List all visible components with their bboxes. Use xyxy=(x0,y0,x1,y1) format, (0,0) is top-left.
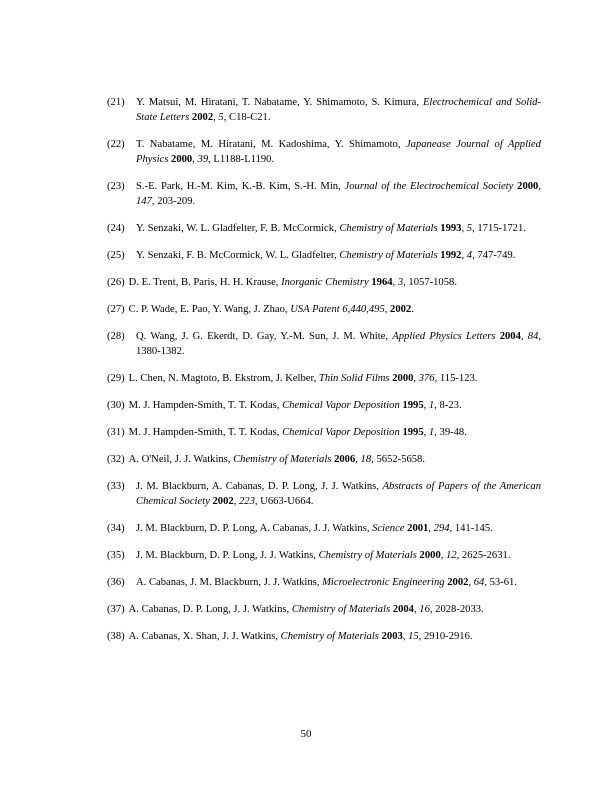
reference-volume: 15 xyxy=(408,631,419,642)
reference-number: (37) xyxy=(107,604,125,615)
reference-pages: 39-48. xyxy=(439,427,467,438)
reference-item: (31) M. J. Hampden-Smith, T. T. Kodas, Chemical Vapor Deposition 1995, 1, 39-48. xyxy=(107,427,467,438)
reference-authors: Y. Senzaki, F. B. McCormick, W. L. Gladfelter, xyxy=(136,250,337,261)
reference-item: (24) Y. Senzaki, W. L. Gladfelter, F. B. McCormick, Chemistry of Materials 1993, 5, 1715-1721. xyxy=(107,223,526,234)
reference-item: (30) M. J. Hampden-Smith, T. T. Kodas, Chemical Vapor Deposition 1995, 1, 8-23. xyxy=(107,400,462,411)
reference-number: (34) xyxy=(107,523,125,534)
reference-item: (23) S.-E. Park, H.-M. Kim, K.-B. Kim, S.-H. Min, Journal of the Electrochemical Society 2000, 147, 203-209. xyxy=(107,181,541,207)
reference-pages: 8-23. xyxy=(439,400,462,411)
reference-list xyxy=(107,95,541,656)
reference-volume: 18 xyxy=(360,454,372,465)
reference-year: 2006 xyxy=(334,454,356,465)
reference-pages: 2910-2916. xyxy=(423,631,473,642)
reference-item: (32) A. O'Neil, J. J. Watkins, Chemistry of Materials 2006, 18, 5652-5658. xyxy=(107,454,425,465)
reference-volume: 376 xyxy=(418,373,435,384)
reference-journal: Journal of the Electrochemical Society xyxy=(344,181,514,192)
reference-year: 2002 xyxy=(390,304,412,315)
reference-year: 1993 xyxy=(440,223,462,234)
reference-pages: 1057-1058. xyxy=(408,277,457,288)
reference-journal: Chemistry of Materials xyxy=(233,454,332,465)
reference-authors: A. Cabanas, D. P. Long, J. J. Watkins, xyxy=(128,604,290,615)
reference-number: (35) xyxy=(107,550,125,561)
reference-authors: Q. Wang, J. G. Ekerdt, D. Gay, Y.-M. Sun, J. M. White, xyxy=(136,331,389,342)
reference-number: (33) xyxy=(107,481,125,492)
reference-year: 2000 xyxy=(419,550,441,561)
reference-journal: Chemistry of Materials xyxy=(318,550,417,561)
reference-number: (21) xyxy=(107,97,125,108)
reference-authors: A. Cabanas, J. M. Blackburn, J. J. Watkins, xyxy=(136,577,320,588)
reference-volume: 84 xyxy=(527,331,539,342)
reference-item: (38) A. Cabanas, X. Shan, J. J. Watkins, Chemistry of Materials 2003, 15, 2910-2916. xyxy=(107,631,473,642)
reference-volume: 1 xyxy=(428,400,435,411)
reference-year: 1995 xyxy=(402,400,424,411)
reference-number: (38) xyxy=(107,631,125,642)
reference-journal: Chemistry of Materials xyxy=(291,604,391,615)
reference-authors: J. M. Blackburn, D. P. Long, A. Cabanas, J. J. Watkins, xyxy=(136,523,370,534)
reference-authors: D. E. Trent, B. Paris, H. H. Krause, xyxy=(128,277,279,288)
reference-volume: 4 xyxy=(466,250,473,261)
reference-authors: M. J. Hampden-Smith, T. T. Kodas, xyxy=(128,427,280,438)
reference-journal: Japanease Journal of Applied Physics xyxy=(136,139,541,165)
reference-number: (31) xyxy=(107,427,125,438)
reference-item: (27) C. P. Wade, E. Pao, Y. Wang, J. Zhao, USA Patent 6,440,495, 2002. xyxy=(107,304,414,315)
reference-year: 2001 xyxy=(407,523,429,534)
reference-year: 2002 xyxy=(212,496,234,507)
reference-year: 1964 xyxy=(371,277,393,288)
reference-pages: 1715-1721. xyxy=(477,223,526,234)
reference-patent: USA Patent 6,440,495 xyxy=(290,304,385,315)
reference-year: 2002 xyxy=(447,577,469,588)
reference-number: (22) xyxy=(107,139,125,150)
reference-journal: Abstracts of Papers of the American Chemical Society xyxy=(136,481,541,507)
reference-item: (26) D. E. Trent, B. Paris, H. H. Krause, Inorganic Chemistry 1964, 3, 1057-1058. xyxy=(107,277,457,288)
reference-authors: M. J. Hampden-Smith, T. T. Kodas, xyxy=(128,400,280,411)
reference-year: 2000 xyxy=(517,181,539,192)
reference-journal: Thin Solid Films xyxy=(318,373,390,384)
reference-journal: Chemical Vapor Deposition xyxy=(282,400,400,411)
reference-volume: 12 xyxy=(446,550,457,561)
reference-volume: 5 xyxy=(218,112,224,123)
reference-authors: Y. Senzaki, W. L. Gladfelter, F. B. McCormick, xyxy=(136,223,337,234)
reference-number: (24) xyxy=(107,223,125,234)
reference-item: (33) J. M. Blackburn, A. Cabanas, D. P. Long, J. J. Watkins, Abstracts of Papers of the American Chemical Society 2002, 223, U663-U664. xyxy=(107,481,541,507)
reference-number: (27) xyxy=(107,304,125,315)
reference-year: 1992 xyxy=(440,250,462,261)
reference-number: (29) xyxy=(107,373,125,384)
reference-authors: A. Cabanas, X. Shan, J. J. Watkins, xyxy=(128,631,278,642)
page-number: 50 xyxy=(300,728,312,740)
reference-authors: T. Nabatame, M. Hiratani, M. Kadoshima, Y. Shimamoto, xyxy=(136,139,401,150)
reference-authors: J. M. Blackburn, D. P. Long, J. J. Watkins, xyxy=(136,550,316,561)
reference-pages: 1380-1382. xyxy=(136,346,185,357)
reference-journal: Applied Physics Letters xyxy=(392,331,496,342)
reference-pages: 2625-2631. xyxy=(461,550,511,561)
reference-year: 2004 xyxy=(499,331,521,342)
reference-pages: L1188-L1190. xyxy=(213,154,275,165)
reference-pages: U663-U664. xyxy=(260,496,314,507)
reference-pages: 747-749. xyxy=(477,250,516,261)
reference-number: (28) xyxy=(107,331,125,342)
reference-number: (26) xyxy=(107,277,125,288)
reference-year: 2000 xyxy=(392,373,414,384)
reference-pages: 203-209. xyxy=(157,196,196,207)
reference-pages: 2028-2033. xyxy=(435,604,484,615)
reference-journal: Chemical Vapor Deposition xyxy=(282,427,400,438)
reference-authors: A. O'Neil, J. J. Watkins, xyxy=(128,454,231,465)
reference-number: (30) xyxy=(107,400,125,411)
reference-volume: 64 xyxy=(473,577,485,588)
reference-volume: 5 xyxy=(466,223,473,234)
reference-volume: 223 xyxy=(238,496,255,507)
reference-number: (36) xyxy=(107,577,125,588)
reference-number: (25) xyxy=(107,250,125,261)
reference-item: (35) J. M. Blackburn, D. P. Long, J. J. Watkins, Chemistry of Materials 2000, 12, 2625-2631. xyxy=(107,550,511,561)
reference-volume: 294 xyxy=(433,523,450,534)
reference-journal: Chemistry of Materials xyxy=(280,631,379,642)
reference-year: 2004 xyxy=(392,604,414,615)
reference-volume: 3 xyxy=(397,277,404,288)
reference-journal: Chemistry of Materials xyxy=(339,250,438,261)
reference-item: (28) Q. Wang, J. G. Ekerdt, D. Gay, Y.-M. Sun, J. M. White, Applied Physics Letters 2004, 84, 1380-1382. xyxy=(107,331,541,357)
reference-item: (37) A. Cabanas, D. P. Long, J. J. Watkins, Chemistry of Materials 2004, 16, 2028-2033. xyxy=(107,604,484,615)
reference-journal: Microelectronic Engineering xyxy=(322,577,445,588)
reference-volume: 16 xyxy=(419,604,430,615)
reference-pages: 141-145. xyxy=(454,523,493,534)
reference-year: 1995 xyxy=(402,427,424,438)
reference-volume: 39 xyxy=(197,154,209,165)
reference-pages: 53-61. xyxy=(489,577,517,588)
reference-journal: Chemistry of Materials xyxy=(339,223,438,234)
reference-item: (22) T. Nabatame, M. Hiratani, M. Kadoshima, Y. Shimamoto, Japanease Journal of Applied Physics 2000, 39, L1188-L1190. xyxy=(107,139,541,165)
reference-authors: L. Chen, N. Magtoto, B. Ekstrom, J. Kelber, xyxy=(128,373,317,384)
reference-journal: Science xyxy=(372,523,405,534)
reference-item: (25) Y. Senzaki, F. B. McCormick, W. L. Gladfelter, Chemistry of Materials 1992, 4, 747-749. xyxy=(107,250,516,261)
reference-journal: Inorganic Chemistry xyxy=(281,277,369,288)
reference-item: (29) L. Chen, N. Magtoto, B. Ekstrom, J. Kelber, Thin Solid Films 2000, 376, 115-123. xyxy=(107,373,478,384)
reference-authors: Y. Matsui, M. Hiratani, T. Nabatame, Y. Shimamoto, S. Kimura, xyxy=(136,97,420,108)
reference-pages: 115-123. xyxy=(439,373,478,384)
reference-journal: Electrochemical and Solid-State Letters xyxy=(136,97,541,123)
reference-item: (36) A. Cabanas, J. M. Blackburn, J. J. Watkins, Microelectronic Engineering 2002, 64, 53-61. xyxy=(107,577,517,588)
reference-item: (21) Y. Matsui, M. Hiratani, T. Nabatame, Y. Shimamoto, S. Kimura, Electrochemical and Solid-State Letters 2002, 5, C18-C21. xyxy=(107,97,541,123)
reference-authors: J. M. Blackburn, A. Cabanas, D. P. Long, J. J. Watkins, xyxy=(136,481,379,492)
reference-number: (23) xyxy=(107,181,125,192)
reference-volume: 1 xyxy=(428,427,435,438)
reference-year: 2002 xyxy=(191,112,214,123)
reference-year: 2000 xyxy=(171,154,193,165)
reference-year: 2003 xyxy=(381,631,403,642)
reference-pages: C18-C21. xyxy=(229,112,271,123)
reference-item: (34) J. M. Blackburn, D. P. Long, A. Cabanas, J. J. Watkins, Science 2001, 294, 141-145. xyxy=(107,523,493,534)
reference-authors: C. P. Wade, E. Pao, Y. Wang, J. Zhao, xyxy=(128,304,288,315)
reference-volume: 147 xyxy=(136,196,152,207)
reference-number: (32) xyxy=(107,454,125,465)
reference-pages: 5652-5658. xyxy=(376,454,425,465)
reference-authors: S.-E. Park, H.-M. Kim, K.-B. Kim, S.-H. Min, xyxy=(136,181,341,192)
